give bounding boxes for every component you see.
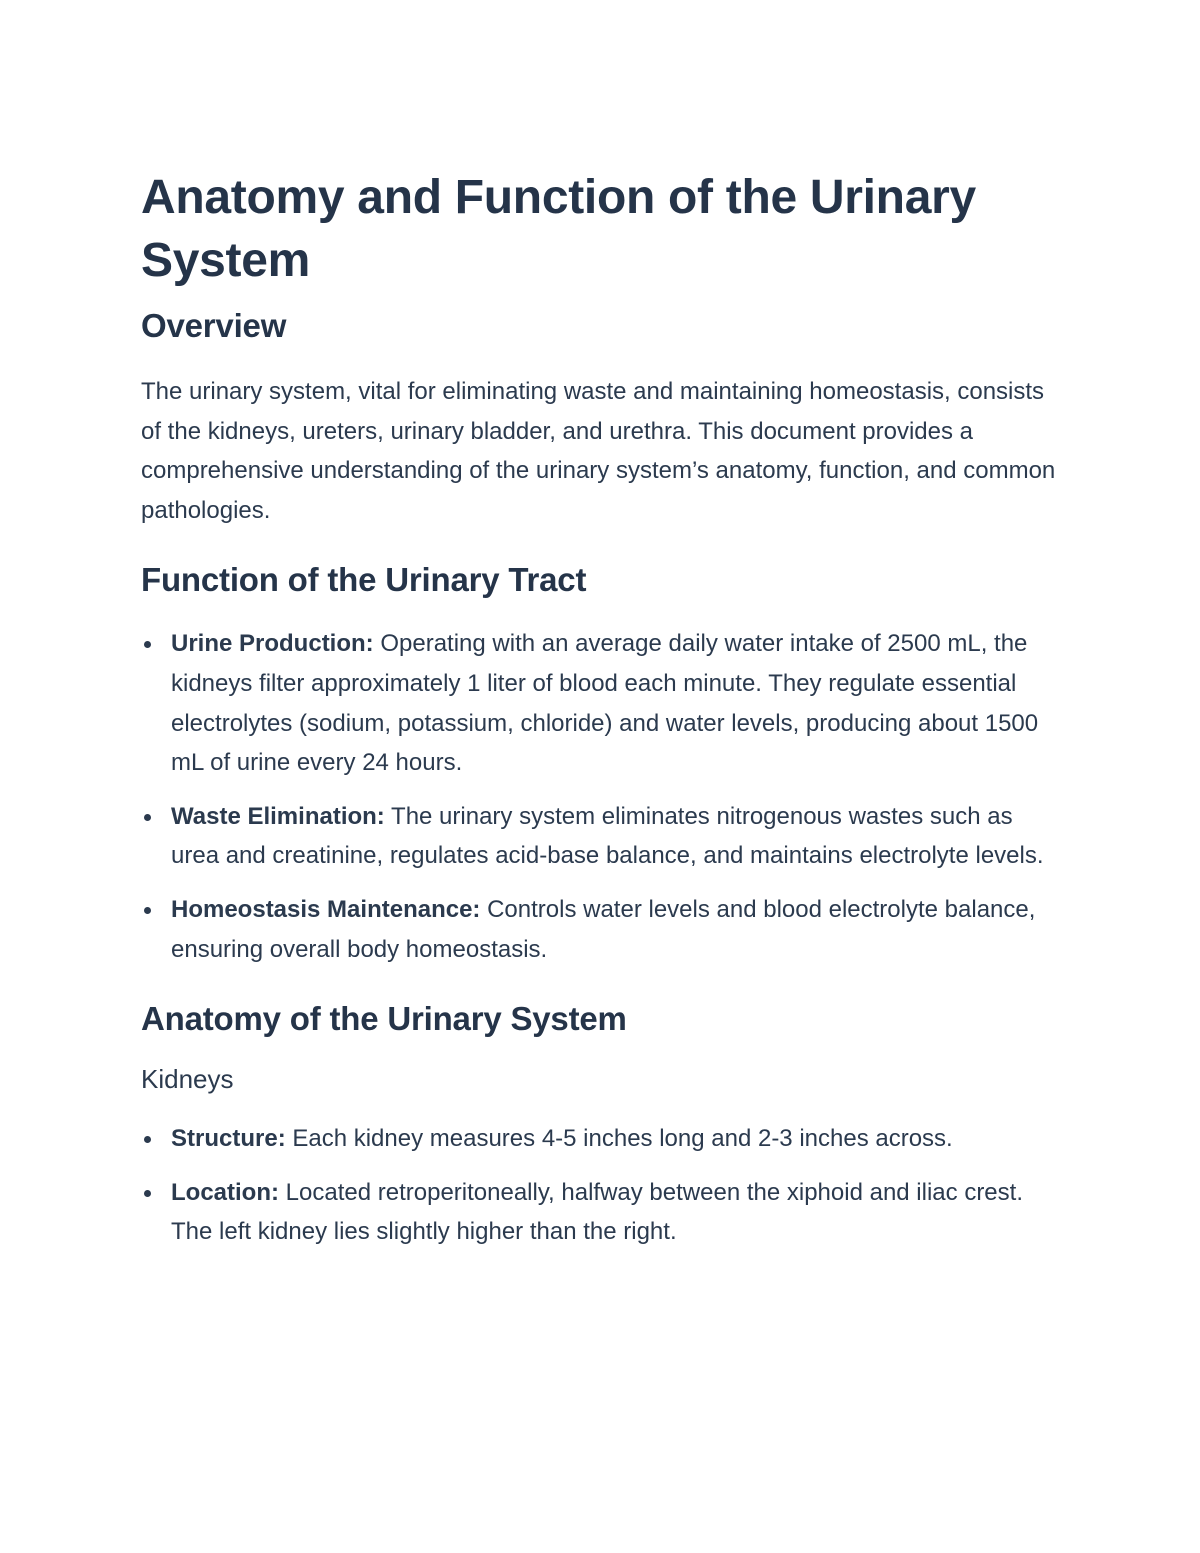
bullet-icon <box>144 907 151 914</box>
anatomy-heading: Anatomy of the Urinary System <box>141 1000 627 1038</box>
function-list <box>141 624 1061 969</box>
list-item-term: Structure: <box>171 1125 286 1153</box>
bullet-icon <box>144 641 151 648</box>
list-item-homeostasis-maintenance <box>141 890 1061 969</box>
bullet-icon <box>144 1190 151 1197</box>
list-item-text: Operating with an average daily water intake of 2500 mL, the kidneys filter approximately 1 liter of blood each minute. They regulate essential electrolytes (sodium, potassium, chloride) and water levels, producing about 1500 mL of urine every 24 hours. <box>171 630 1039 777</box>
list-item-text: Each kidney measures 4-5 inches long and 2-3 inches across. <box>285 1125 953 1153</box>
document-title: Anatomy and Function of the Urinary System <box>141 171 976 287</box>
kidneys-subheading: Kidneys <box>141 1064 234 1095</box>
overview-heading: Overview <box>141 307 287 344</box>
list-item-urine-production <box>141 624 1061 782</box>
bullet-icon <box>144 1136 151 1143</box>
list-item-term: Waste Elimination: <box>171 802 385 830</box>
kidneys-list <box>141 1119 1061 1252</box>
function-heading: Function of the Urinary Tract <box>141 561 587 599</box>
list-item-term: Homeostasis Maintenance: <box>171 895 481 923</box>
list-item-structure <box>141 1119 1061 1159</box>
list-item-text: The urinary system eliminates nitrogenous wastes such as urea and creatinine, regulates acid-base balance, and maintains electrolyte levels. <box>171 802 1044 870</box>
list-item-text: Located retroperitoneally, halfway between the xiphoid and iliac crest. The left kidney lies slightly higher than the right. <box>171 1178 1023 1246</box>
bullet-icon <box>144 814 151 821</box>
overview-paragraph: The urinary system, vital for eliminating waste and maintaining homeostasis, consists of the kidneys, ureters, urinary bladder, and urethra. This document provides a comprehensive understanding of the urinary system’s anatomy, function, and common pathologies. <box>141 378 1056 524</box>
document-page <box>141 166 1061 1252</box>
list-item-term: Urine Production: <box>171 630 374 658</box>
list-item-term: Location: <box>171 1178 279 1206</box>
list-item-waste-elimination <box>141 797 1061 876</box>
list-item-text: Controls water levels and blood electrolyte balance, ensuring overall body homeostasis. <box>171 895 1036 963</box>
list-item-location <box>141 1173 1061 1252</box>
